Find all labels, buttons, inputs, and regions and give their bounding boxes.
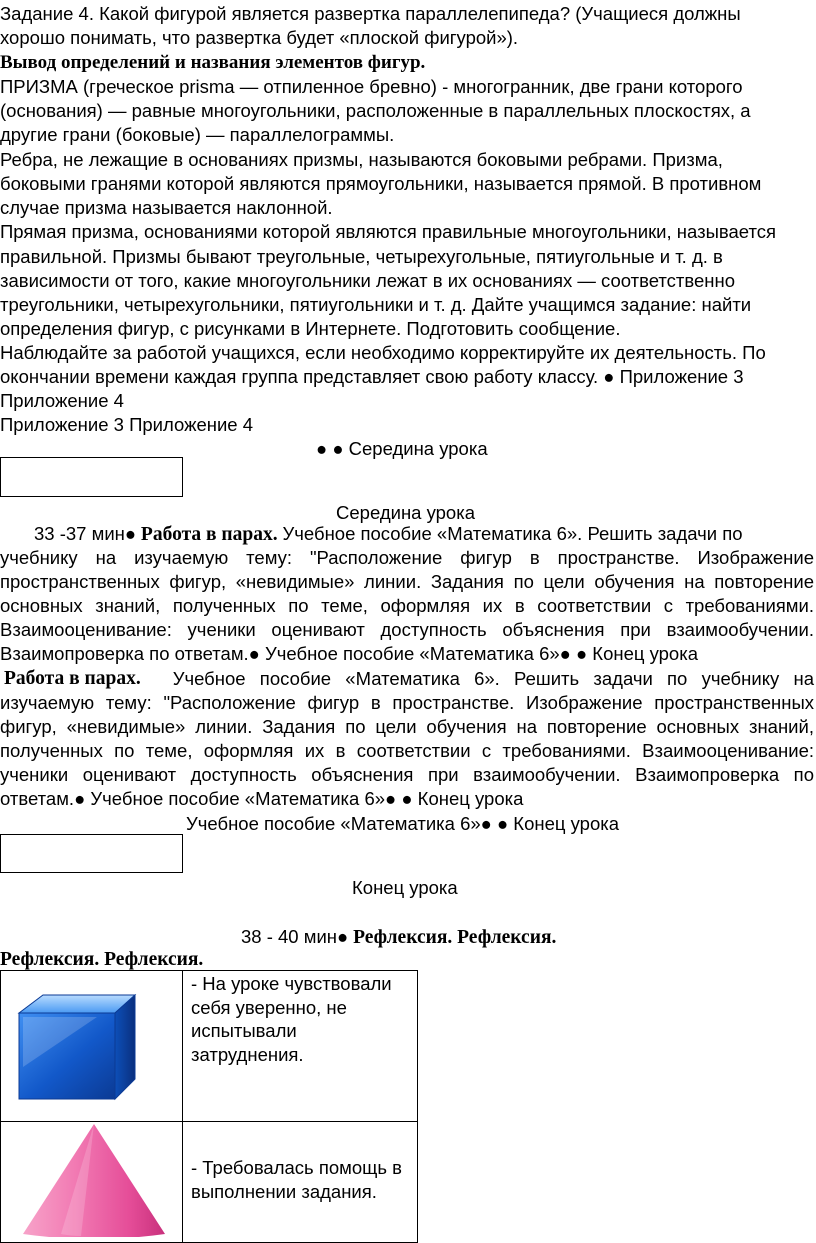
cell-text-line: - Требовалась помощь в <box>191 1157 402 1178</box>
pairs-1-line-5: Взаимооценивание: ученики оценивают доступность объяснения при взаимообучении. <box>0 619 814 640</box>
table-row <box>1 971 418 1122</box>
prism-def-line-11: определения фигур, с рисунками в Интернете. Подготовить сообщение. <box>0 318 621 339</box>
prism-def-line-12: Наблюдайте за работой учащихся, если необходимо корректируйте их деятельность. По <box>0 342 766 363</box>
pairs-2-text: Учебное пособие «Математика 6». Решить задачи по учебнику на <box>172 668 814 689</box>
prism-def-line-2: (основания) — равные многоугольники, расположенные в параллельных плоскостях, а <box>0 100 751 121</box>
empty-box-1 <box>0 457 183 497</box>
end-center-line: Учебное пособие «Математика 6»● ● Конец урока <box>186 813 620 834</box>
cell-text-line: - На уроке чувствовали <box>191 973 392 994</box>
time-label: 33 -37 мин● <box>34 523 137 544</box>
pairs-label: Работа в парах. <box>4 668 141 689</box>
figure-cell <box>1 971 183 1122</box>
pairs-1-line-3: пространственных фигур, «невидимые» линии. Задания по цели обучения на повторение <box>0 571 814 592</box>
prism-def-line-14: Приложение 4 <box>0 390 124 411</box>
pairs-1-line-2: учебнику на изучаемую тему: "Расположение фигур в пространстве. Изображение <box>0 547 814 568</box>
prism-def-line-4: Ребра, не лежащие в основаниях призмы, называются боковыми ребрами. Призма, <box>0 149 723 170</box>
task-4-line-2: хорошо понимать, что развертка будет «плоской фигурой»). <box>0 27 519 48</box>
prism-def-line-10: треугольники, четырехугольники, пятиугольники и т. д. Дайте учащимся задание: найти <box>0 294 752 315</box>
pairs-1-line-1 <box>34 522 743 546</box>
pairs-2-line-3: фигур, «невидимые» линии. Задания по цели обучения на повторение основных знаний, <box>0 716 814 737</box>
prism-def-line-3: другие грани (боковые) — параллелограммы. <box>0 124 395 145</box>
pairs-2-line-4: полученных по теме, оформляя их в соответствии с требованиями. Взаимооценивание: <box>0 740 814 761</box>
cube-icon <box>1 971 182 1116</box>
text-cell <box>183 971 418 1122</box>
prism-def-line-6: случае призма называется наклонной. <box>0 197 333 218</box>
reflection-heading: Рефлексия. Рефлексия. <box>0 949 204 970</box>
pairs-label: Работа в парах. <box>140 524 278 545</box>
prism-def-line-9: зависимости от того, какие многоугольники лежат в их основаниях — соответственно <box>0 270 736 291</box>
prism-def-line-5: боковыми гранями которой являются прямоугольники, называется прямой. В противном <box>0 173 762 194</box>
prism-def-line-7: Прямая призма, основаниями которой являются правильные многоугольники, называется <box>0 221 776 242</box>
reflection-table <box>0 970 418 1243</box>
prism-def-line-1: ПРИЗМА (греческое prisma — отпиленное бревно) - многогранник, две грани которого <box>0 76 743 97</box>
pairs-1-line-4: основных знаний, полученных по теме, оформляя их в соответствии с требованиями. <box>0 595 814 616</box>
time-label: 38 - 40 мин● <box>241 926 349 947</box>
prism-def-line-13: окончании времени каждая группа представляет свою работу классу. ● Приложение 3 <box>0 366 744 387</box>
prism-def-line-15: Приложение 3 Приложение 4 <box>0 414 254 435</box>
pairs-2-line-1 <box>4 667 814 690</box>
reflection-label: Рефлексия. Рефлексия. <box>353 927 557 948</box>
pairs-1-line-6: Взаимопроверка по ответам.● Учебное пособие «Математика 6»● ● Конец урока <box>0 643 699 664</box>
prism-def-line-8: правильной. Призмы бывают треугольные, четырехугольные, пятиугольные и т. д. в <box>0 246 723 267</box>
figure-cell <box>1 1122 183 1243</box>
cone-icon <box>1 1122 182 1237</box>
text-cell <box>183 1122 418 1243</box>
reflection-line <box>241 925 556 949</box>
section-heading: Вывод определений и названия элементов фигур. <box>0 52 426 73</box>
cell-text-line: выполнении задания. <box>191 1180 377 1202</box>
middle-bullets: ● ● Середина урока <box>316 438 488 459</box>
middle-title: Середина урока <box>336 502 476 523</box>
pairs-2-line-2: изучаемую тему: "Расположение фигур в пространстве. Изображение пространственных <box>0 692 814 713</box>
pairs-1-text: Учебное пособие «Математика 6». Решить задачи по <box>282 523 743 544</box>
cell-text-line: себя уверенно, не <box>191 996 347 1018</box>
task-4-line-1: Задание 4. Какой фигурой является развертка параллелепипеда? (Учащиеся должны <box>0 3 741 24</box>
cell-text-line: испытывали <box>191 1020 297 1041</box>
pairs-2-line-5: ученики оценивают доступность объяснения при взаимообучении. Взаимопроверка по <box>0 764 814 785</box>
table-row <box>1 1122 418 1243</box>
empty-box-2 <box>0 834 183 873</box>
cell-text-line: затруднения. <box>191 1043 304 1065</box>
end-title: Конец урока <box>352 877 458 898</box>
pairs-2-line-6: ответам.● Учебное пособие «Математика 6»● ● Конец урока <box>0 788 524 809</box>
